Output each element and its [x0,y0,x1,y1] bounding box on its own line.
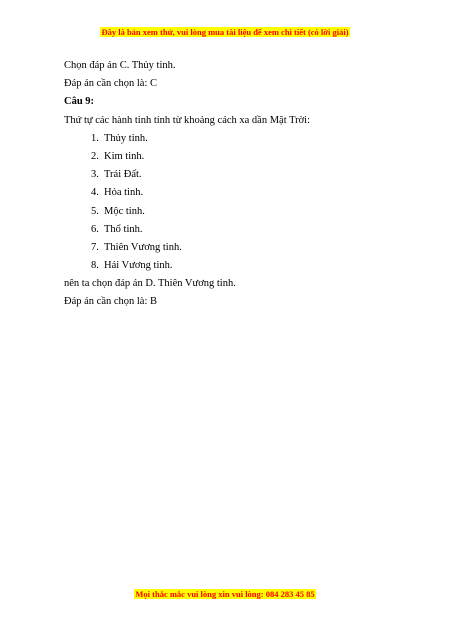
list-item [64,148,404,166]
list-item-label: Mộc tinh. [104,205,145,217]
list-item-number: 2. [91,150,99,162]
list-item [64,257,404,275]
answer-choice-line: Đáp án cần chọn là: C [64,78,158,90]
final-answer-line: Đáp án cần chọn là: B [64,296,158,308]
list-item-label: Trái Đất. [104,169,142,181]
list-item-label: Hỏa tinh. [104,187,144,199]
list-item-number: 5. [91,205,99,217]
preview-notice-text: Đây là bản xem thử, vui lòng mua tài liệu để xem chi tiết (có lời giải) [101,27,349,37]
list-item-label: Kim tinh. [104,150,145,162]
list-item-number: 4. [91,187,99,199]
list-item [64,239,404,257]
contact-footer-banner [0,589,450,599]
list-item [64,221,404,239]
conclusion-line: nên ta chọn đáp án D. Thiên Vương tinh. [64,278,236,290]
list-item [64,166,404,184]
list-item-number: 1. [91,132,99,144]
list-item-label: Thủy tinh. [104,132,148,144]
list-item [64,130,404,148]
list-item-label: Hải Vương tinh. [104,260,173,272]
list-item [64,203,404,221]
list-item-number: 7. [91,241,99,253]
list-item-number: 6. [91,223,99,235]
contact-footer-text: Mọi thắc mắc vui lòng xin vui lòng: 084 283 45 85 [135,589,315,599]
list-item-number: 3. [91,169,99,181]
preview-notice-banner [0,27,450,37]
list-item [64,184,404,202]
answer-line: Chọn đáp án C. Thủy tinh. [64,60,176,71]
list-item-number: 8. [91,260,99,272]
list-item-label: Thiên Vương tinh. [104,241,182,253]
question-heading: Câu 9: [64,96,95,108]
list-item-label: Thổ tinh. [104,223,143,235]
planet-list [64,130,404,276]
question-intro: Thứ tự các hành tinh tính từ khoảng cách xa dần Mặt Trời: [64,114,310,126]
document-body [64,57,404,312]
